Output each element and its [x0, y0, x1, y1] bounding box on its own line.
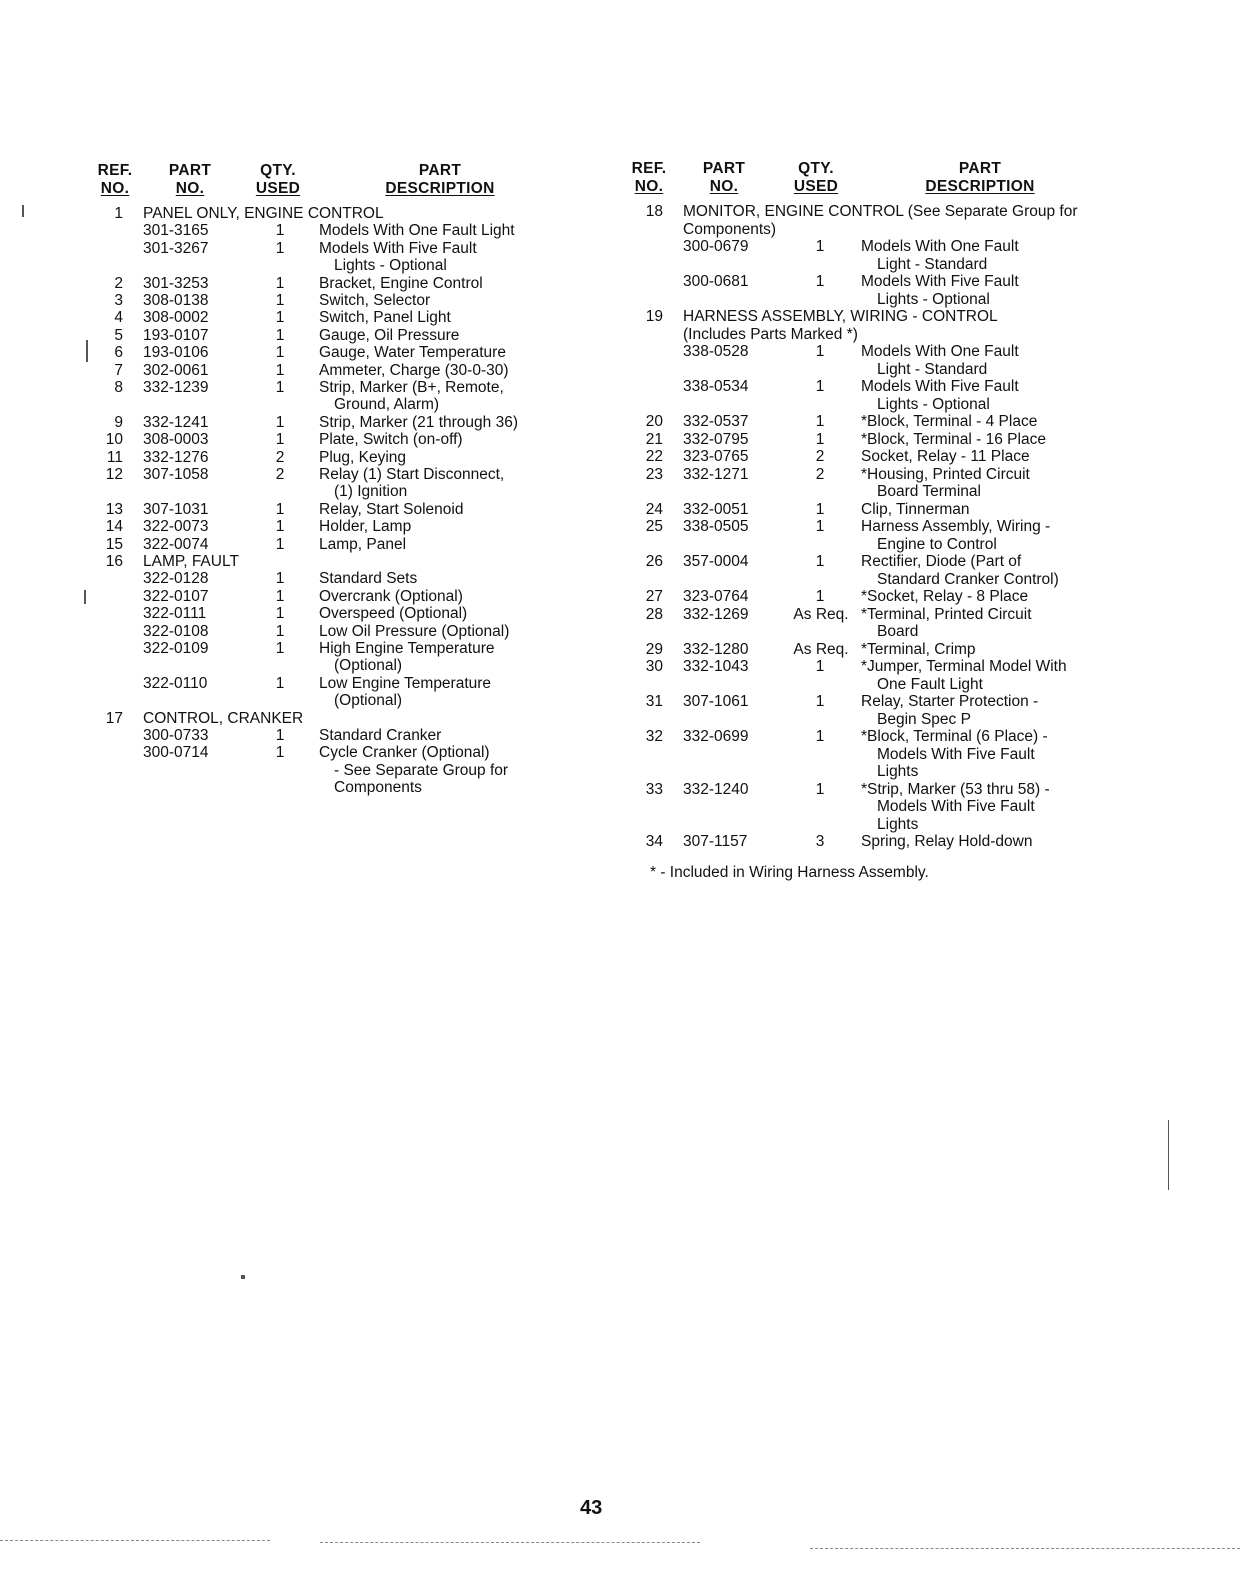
cell-desc: Bracket, Engine Control — [319, 274, 483, 292]
cell-qty: 1 — [275, 535, 285, 553]
cell-desc: Lamp, Panel — [319, 535, 407, 553]
cell-desc: Switch, Panel Light — [319, 309, 451, 327]
cell-desc: Lights - Optional — [334, 257, 447, 275]
cell-qty: 1 — [275, 431, 285, 449]
cell-qty: 1 — [815, 553, 825, 570]
header-text: DESCRIPTION — [925, 178, 1035, 195]
cell-qty: 1 — [275, 727, 285, 744]
cell-ref: 8 — [114, 379, 123, 396]
cell-part: 193-0106 — [143, 344, 209, 362]
cell-part: 301-3165 — [143, 222, 209, 240]
cell-part: 307-1058 — [143, 466, 209, 483]
header-text: PART — [702, 160, 746, 177]
cell-ref: 1 — [114, 205, 123, 222]
cell-qty: 1 — [275, 518, 285, 536]
cell-ref: 25 — [645, 518, 663, 535]
cell-desc: *Strip, Marker (53 thru 58) - — [861, 780, 1050, 798]
cell-part: 323-0765 — [683, 448, 749, 465]
cell-desc: PANEL ONLY, ENGINE CONTROL — [143, 205, 384, 222]
cell-qty: 1 — [275, 344, 285, 362]
cell-desc: (Optional) — [334, 692, 403, 710]
cell-ref: 29 — [645, 640, 663, 658]
cell-desc: Holder, Lamp — [319, 518, 412, 536]
cell-qty: 1 — [275, 309, 285, 327]
cell-qty: 1 — [275, 413, 285, 431]
cell-desc: Lights — [877, 763, 919, 780]
cell-desc: MONITOR, ENGINE CONTROL (See Separate Group for — [683, 203, 1078, 220]
cell-qty: 1 — [815, 343, 825, 360]
cell-qty: 1 — [275, 274, 285, 292]
cell-qty: 2 — [815, 448, 825, 465]
cell-desc: (1) Ignition — [334, 483, 408, 501]
cell-ref: 34 — [645, 833, 663, 850]
cell-qty: 1 — [815, 780, 825, 798]
cell-part: 332-1269 — [683, 605, 749, 623]
cell-part: 322-0128 — [143, 570, 209, 588]
cell-desc: *Socket, Relay - 8 Place — [861, 588, 1029, 605]
cell-ref: 10 — [105, 431, 123, 449]
cell-desc: Low Engine Temperature — [319, 674, 492, 692]
cell-part: 332-0699 — [683, 728, 749, 745]
cell-qty: 1 — [275, 570, 285, 588]
cell-part: 322-0111 — [143, 605, 207, 623]
cell-desc: Socket, Relay - 11 Place — [861, 448, 1030, 465]
cell-qty: 1 — [815, 728, 825, 745]
cell-part: 322-0110 — [143, 674, 208, 692]
cell-desc: Ammeter, Charge (30-0-30) — [319, 361, 509, 379]
cell-ref: 4 — [114, 309, 123, 327]
cell-ref: 14 — [105, 518, 123, 536]
cell-qty: 3 — [815, 833, 825, 850]
cell-desc: Strip, Marker (B+, Remote, — [319, 379, 504, 396]
cell-part: 301-3253 — [143, 274, 209, 292]
cell-part: 332-1241 — [143, 413, 209, 431]
cell-desc: Plug, Keying — [319, 448, 407, 466]
cell-desc: (Optional) — [334, 657, 403, 675]
cell-desc: Overspeed (Optional) — [319, 605, 468, 623]
cell-desc: Gauge, Water Temperature — [319, 344, 506, 362]
cell-part: 332-1043 — [683, 658, 749, 675]
cell-qty: 1 — [815, 413, 825, 430]
cell-qty: 1 — [815, 500, 825, 518]
cell-ref: 20 — [645, 413, 663, 430]
cell-qty: As Req. — [793, 640, 849, 658]
cell-part: 308-0002 — [143, 309, 209, 327]
footnote: * - Included in Wiring Harness Assembly. — [650, 864, 929, 881]
cell-part: 307-1061 — [683, 693, 749, 710]
cell-part: 300-0681 — [683, 273, 749, 290]
cell-part: 338-0534 — [683, 378, 749, 395]
cell-desc: Light - Standard — [877, 255, 988, 273]
cell-desc: Models With One Fault — [861, 343, 1019, 360]
right-header-desc — [910, 160, 1050, 196]
cell-part: 301-3267 — [143, 239, 209, 257]
cell-ref: 27 — [645, 588, 663, 605]
cell-part: 302-0061 — [143, 361, 209, 379]
cell-part: 300-0733 — [143, 727, 209, 744]
cell-desc: Clip, Tinnerman — [861, 500, 970, 518]
cell-ref: 12 — [105, 466, 123, 483]
cell-ref: 19 — [645, 308, 663, 325]
cell-desc: Models With Five Fault — [861, 378, 1019, 395]
header-text: NO. — [709, 178, 739, 195]
cell-ref: 21 — [645, 430, 663, 448]
cell-qty: As Req. — [793, 605, 849, 623]
cell-ref: 6 — [114, 344, 123, 362]
cell-part: 322-0109 — [143, 640, 209, 657]
cell-part: 322-0074 — [143, 535, 209, 553]
header-text: QTY. — [798, 160, 834, 177]
cell-ref: 2 — [114, 274, 123, 292]
cell-qty: 2 — [275, 448, 285, 466]
scan-dashes — [0, 1540, 270, 1542]
cell-desc: One Fault Light — [877, 675, 983, 693]
cell-desc: *Block, Terminal - 4 Place — [861, 413, 1038, 430]
cell-qty: 1 — [815, 378, 825, 395]
cell-part: 322-0108 — [143, 622, 209, 640]
cell-desc: Lights — [877, 815, 919, 833]
cell-part: 332-1240 — [683, 780, 749, 798]
cell-ref: 5 — [114, 326, 123, 344]
right-header-ref — [626, 160, 672, 196]
cell-ref: 31 — [645, 693, 663, 710]
cell-ref: 16 — [105, 553, 123, 570]
cell-desc: Relay (1) Start Disconnect, — [319, 466, 505, 483]
cell-desc: Overcrank (Optional) — [319, 587, 463, 605]
scan-speck — [86, 340, 88, 362]
cell-desc: Relay, Start Solenoid — [319, 500, 464, 518]
header-text: QTY. — [260, 162, 296, 179]
cell-qty: 1 — [275, 292, 285, 309]
header-text: PART — [418, 162, 462, 179]
cell-desc: Engine to Control — [877, 535, 997, 553]
cell-part: 322-0073 — [143, 518, 209, 536]
header-text: DESCRIPTION — [385, 180, 495, 197]
cell-desc: Standard Sets — [319, 570, 418, 588]
scan-speck — [84, 590, 86, 604]
cell-qty: 1 — [275, 674, 285, 692]
cell-part: 338-0505 — [683, 518, 749, 535]
cell-desc: CONTROL, CRANKER — [143, 709, 304, 727]
left-header-ref — [92, 162, 138, 198]
cell-desc: LAMP, FAULT — [143, 553, 239, 570]
cell-part: 322-0107 — [143, 587, 209, 605]
cell-desc: Spring, Relay Hold-down — [861, 833, 1033, 850]
cell-part: 332-1239 — [143, 379, 209, 396]
cell-desc: Harness Assembly, Wiring - — [861, 518, 1051, 535]
scan-dashes — [810, 1548, 1240, 1550]
cell-qty: 1 — [815, 238, 825, 255]
left-header-desc — [370, 162, 510, 198]
scan-speck — [1168, 1120, 1169, 1190]
cell-part: 323-0764 — [683, 588, 749, 605]
cell-desc: Light - Standard — [877, 360, 988, 378]
cell-desc: Begin Spec P — [877, 710, 971, 728]
cell-desc: Models With Five Fault — [877, 798, 1035, 815]
cell-part: 357-0004 — [683, 553, 749, 570]
scan-dashes — [320, 1542, 700, 1544]
cell-ref: 17 — [105, 709, 123, 727]
header-text: PART — [958, 160, 1002, 177]
cell-qty: 1 — [275, 744, 285, 762]
cell-ref: 7 — [114, 361, 123, 379]
cell-desc: *Housing, Printed Circuit — [861, 465, 1030, 483]
cell-qty: 1 — [815, 658, 825, 675]
cell-ref: 22 — [645, 448, 663, 465]
cell-qty: 1 — [275, 640, 285, 657]
cell-desc: *Terminal, Printed Circuit — [861, 605, 1032, 623]
cell-qty: 2 — [815, 465, 825, 483]
cell-desc: Components — [334, 779, 422, 797]
cell-qty: 1 — [275, 239, 285, 257]
cell-part: 338-0528 — [683, 343, 749, 360]
cell-desc: Standard Cranker Control) — [877, 570, 1059, 588]
cell-qty: 1 — [275, 379, 285, 396]
cell-part: 332-1271 — [683, 465, 749, 483]
cell-desc: Components) — [683, 220, 777, 238]
cell-desc: Models With One Fault Light — [319, 222, 515, 240]
cell-qty: 1 — [815, 693, 825, 710]
cell-qty: 1 — [275, 500, 285, 518]
left-header-qty — [248, 162, 308, 198]
cell-ref: 3 — [114, 292, 123, 309]
cell-part: 308-0003 — [143, 431, 209, 449]
cell-ref: 28 — [645, 605, 663, 623]
header-text: NO. — [175, 180, 205, 197]
cell-desc: (Includes Parts Marked *) — [683, 325, 858, 343]
header-text: NO. — [100, 180, 130, 197]
cell-ref: 9 — [114, 413, 123, 431]
cell-desc: Lights - Optional — [877, 395, 990, 413]
cell-desc: Models With Five Fault — [877, 745, 1035, 763]
scan-speck — [22, 205, 24, 217]
cell-qty: 2 — [275, 466, 285, 483]
cell-ref: 18 — [645, 203, 663, 220]
cell-part: 332-1280 — [683, 640, 749, 658]
right-header-qty — [786, 160, 846, 196]
cell-ref: 30 — [645, 658, 663, 675]
cell-qty: 1 — [275, 587, 285, 605]
cell-desc: *Jumper, Terminal Model With — [861, 658, 1067, 675]
cell-qty: 1 — [815, 518, 825, 535]
cell-part: 332-0537 — [683, 413, 749, 430]
cell-qty: 1 — [275, 622, 285, 640]
cell-desc: Plate, Switch (on-off) — [319, 431, 463, 449]
cell-qty: 1 — [275, 222, 285, 240]
header-text: USED — [793, 178, 839, 195]
cell-desc: Strip, Marker (21 through 36) — [319, 413, 519, 431]
cell-desc: Models With One Fault — [861, 238, 1019, 255]
cell-part: 332-1276 — [143, 448, 209, 466]
cell-qty: 1 — [275, 361, 285, 379]
cell-desc: Models With Five Fault — [319, 239, 477, 257]
header-text: NO. — [634, 178, 664, 195]
cell-qty: 1 — [275, 326, 285, 344]
cell-qty: 1 — [815, 273, 825, 290]
cell-ref: 32 — [645, 728, 663, 745]
right-parts-table — [0, 203, 1245, 863]
cell-desc: Standard Cranker — [319, 727, 442, 744]
cell-desc: *Block, Terminal (6 Place) - — [861, 728, 1048, 745]
cell-desc: - See Separate Group for — [334, 761, 509, 779]
cell-ref: 26 — [645, 553, 663, 570]
scan-speck — [241, 1275, 245, 1279]
cell-qty: 1 — [815, 588, 825, 605]
cell-part: 307-1031 — [143, 500, 209, 518]
cell-desc: HARNESS ASSEMBLY, WIRING - CONTROL — [683, 308, 998, 325]
cell-ref: 24 — [645, 500, 663, 518]
cell-ref: 13 — [105, 500, 123, 518]
cell-part: 300-0679 — [683, 238, 749, 255]
cell-desc: Cycle Cranker (Optional) — [319, 744, 490, 762]
cell-desc: Rectifier, Diode (Part of — [861, 553, 1022, 570]
cell-ref: 33 — [645, 780, 663, 798]
cell-qty: 1 — [815, 430, 825, 448]
cell-part: 332-0051 — [683, 500, 749, 518]
cell-part: 307-1157 — [683, 833, 748, 850]
right-header-part — [694, 160, 754, 196]
cell-desc: Models With Five Fault — [861, 273, 1019, 290]
header-text: REF. — [97, 162, 133, 179]
page-number: 43 — [580, 1497, 603, 1519]
header-text: USED — [255, 180, 301, 197]
cell-part: 332-0795 — [683, 430, 749, 448]
cell-desc: Board Terminal — [877, 483, 981, 500]
left-header-part — [160, 162, 220, 198]
cell-part: 193-0107 — [143, 326, 209, 344]
cell-desc: *Block, Terminal - 16 Place — [861, 430, 1046, 448]
cell-part: 308-0138 — [143, 292, 209, 309]
cell-desc: Board — [877, 623, 919, 640]
header-text: REF. — [631, 160, 667, 177]
header-text: PART — [168, 162, 212, 179]
cell-part: 300-0714 — [143, 744, 209, 762]
cell-ref: 15 — [105, 535, 123, 553]
cell-desc: Gauge, Oil Pressure — [319, 326, 460, 344]
cell-desc: Switch, Selector — [319, 292, 431, 309]
cell-desc: Relay, Starter Protection - — [861, 693, 1039, 710]
cell-desc: Low Oil Pressure (Optional) — [319, 622, 510, 640]
cell-desc: Lights - Optional — [877, 290, 990, 308]
cell-desc: *Terminal, Crimp — [861, 640, 976, 658]
cell-ref: 23 — [645, 465, 663, 483]
cell-desc: High Engine Temperature — [319, 640, 495, 657]
cell-desc: Ground, Alarm) — [334, 396, 440, 414]
cell-ref: 11 — [106, 448, 123, 466]
cell-qty: 1 — [275, 605, 285, 623]
